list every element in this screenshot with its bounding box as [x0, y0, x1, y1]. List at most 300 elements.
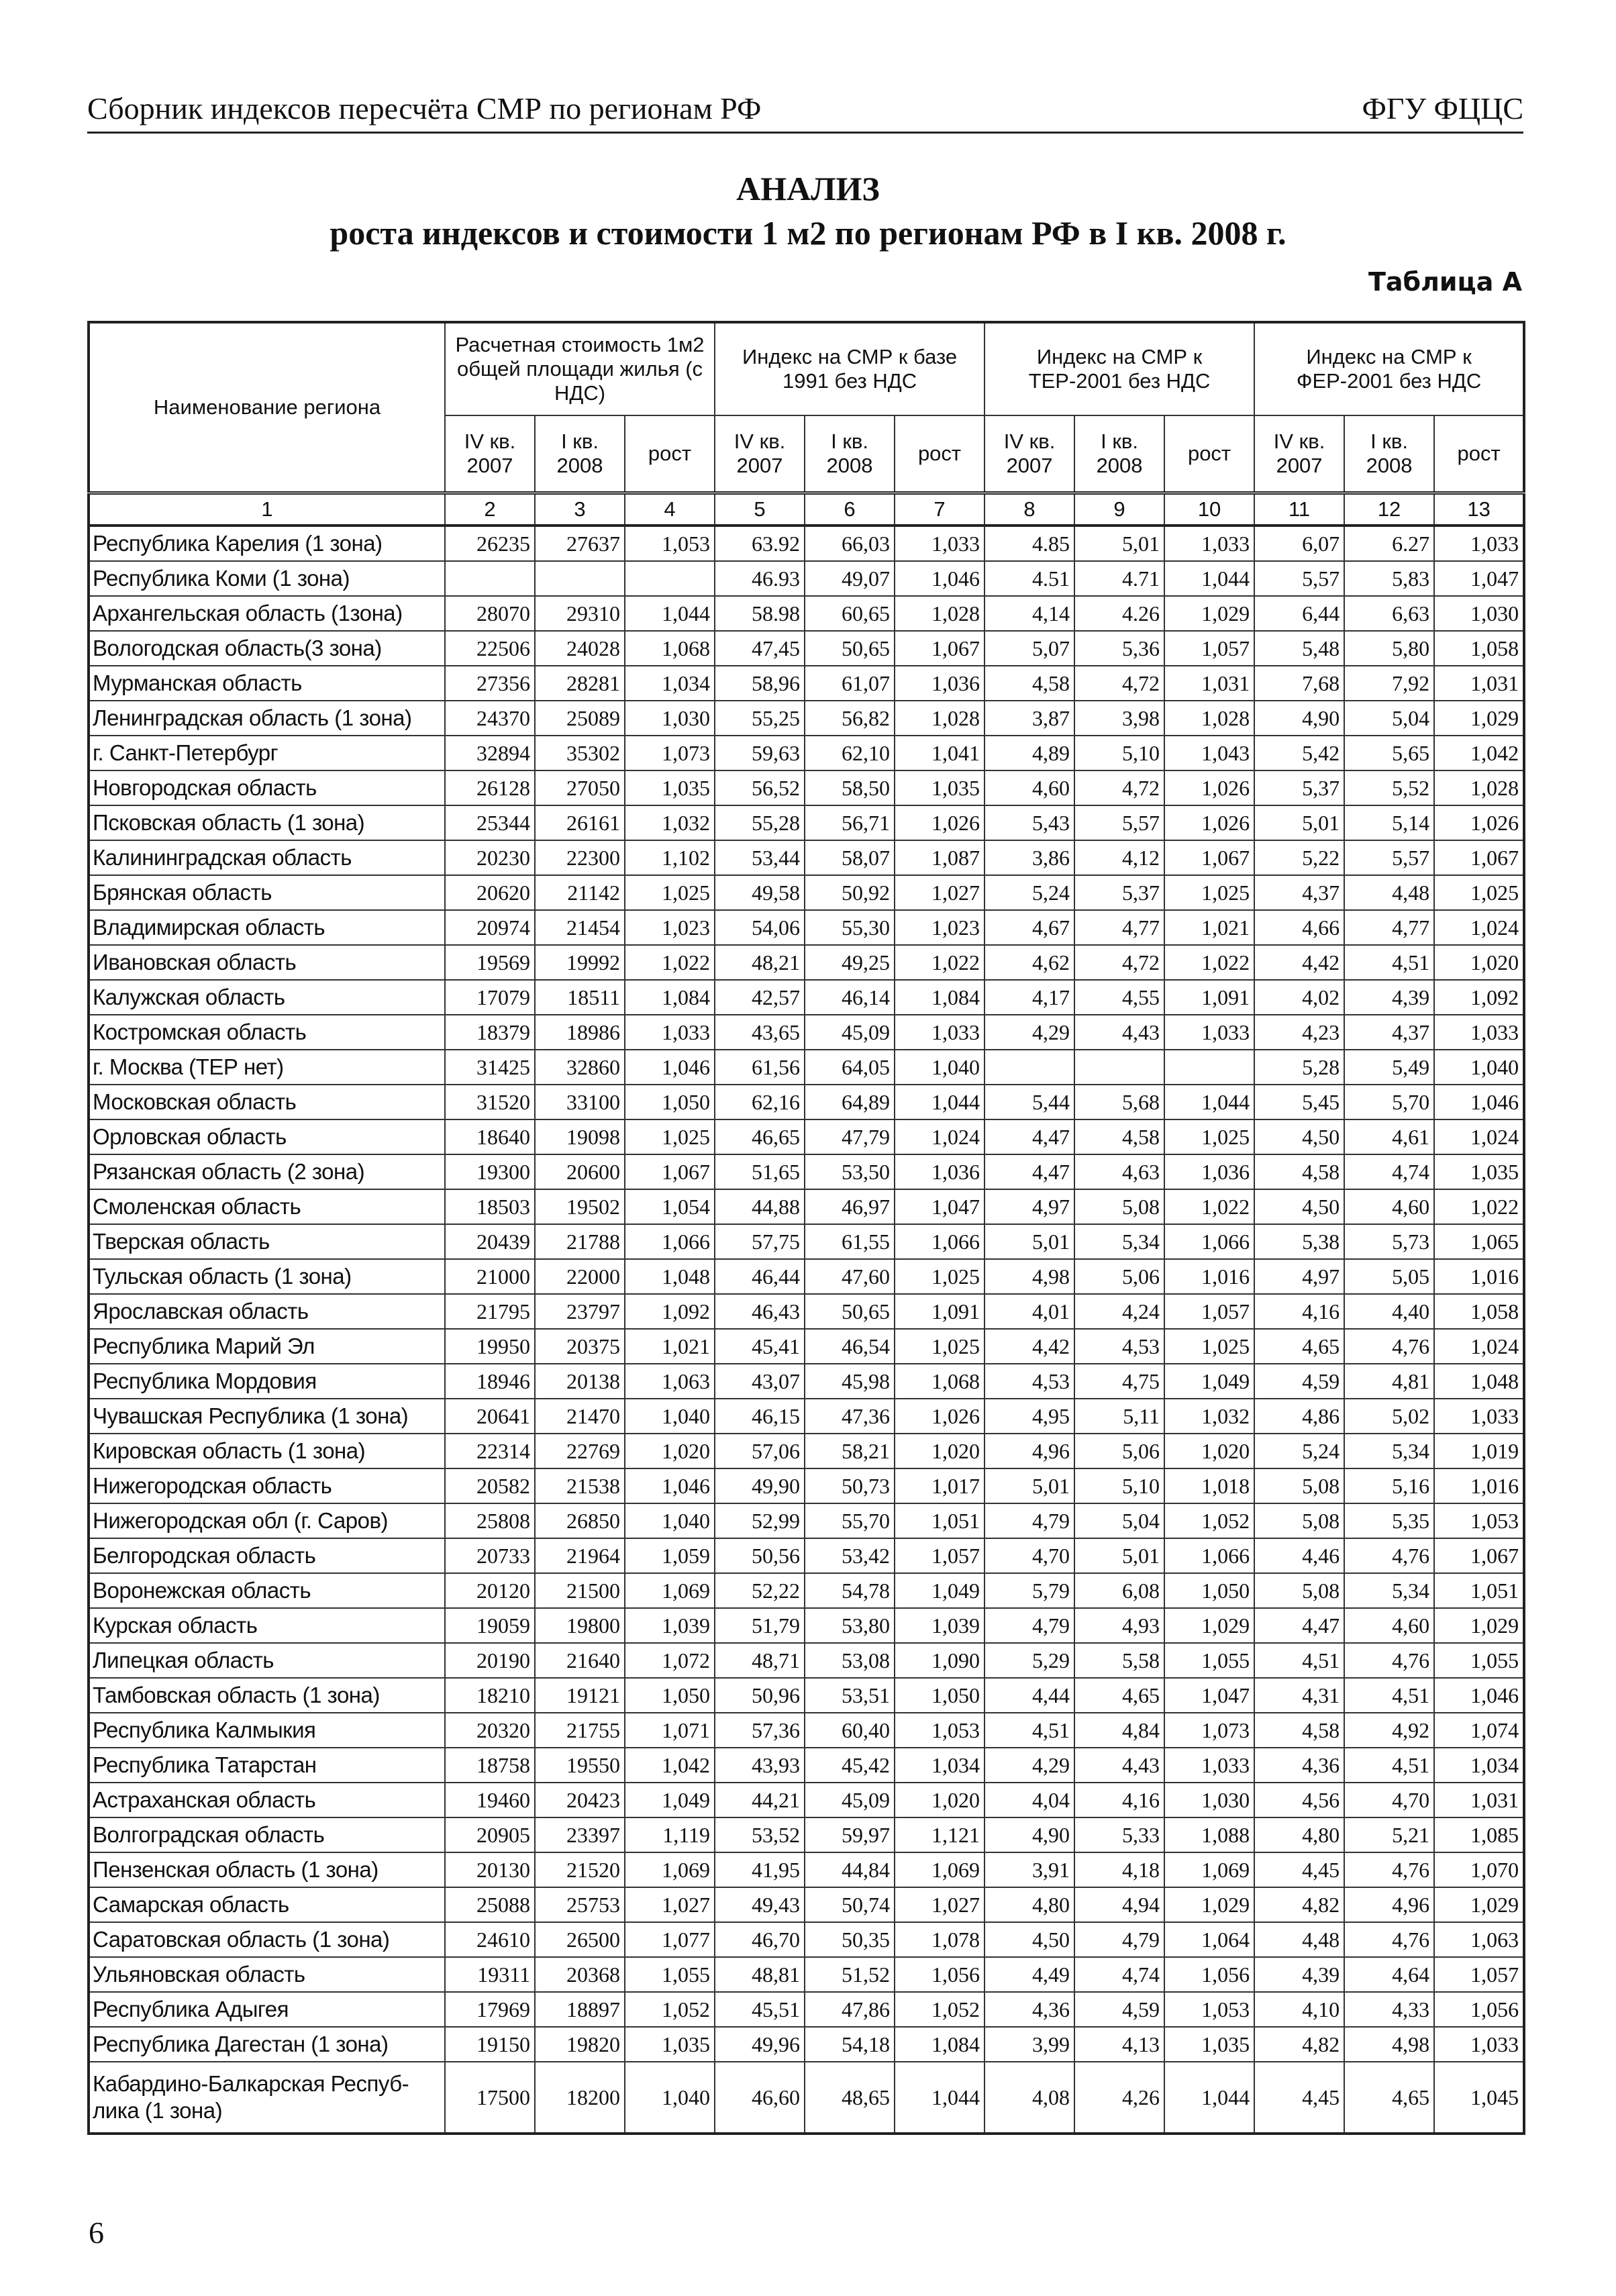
value-cell: 4,02: [1254, 980, 1344, 1015]
value-cell: 5,73: [1344, 1224, 1434, 1259]
region-name-cell: Костромская область: [89, 1015, 445, 1050]
region-name-cell: Тамбовская область (1 зона): [89, 1678, 445, 1713]
column-number: 7: [895, 493, 984, 526]
value-cell: 4,24: [1074, 1294, 1164, 1329]
value-cell: 50,56: [715, 1538, 805, 1573]
value-cell: 1,042: [1434, 736, 1524, 770]
region-name-cell: Республика Мордовия: [89, 1364, 445, 1399]
value-cell: 1,044: [895, 2062, 984, 2134]
value-cell: 25753: [535, 1887, 625, 1922]
value-cell: 51,79: [715, 1608, 805, 1643]
value-cell: 5,37: [1074, 875, 1164, 910]
value-cell: 1,016: [1434, 1468, 1524, 1503]
value-cell: 1,053: [1434, 1503, 1524, 1538]
value-cell: 5,65: [1344, 736, 1434, 770]
value-cell: 21470: [535, 1399, 625, 1434]
value-cell: 60,65: [805, 596, 895, 631]
value-cell: 4,72: [1074, 666, 1164, 701]
value-cell: 1,040: [625, 1399, 715, 1434]
value-cell: 32894: [445, 736, 535, 770]
value-cell: 1,066: [895, 1224, 984, 1259]
value-cell: 1,084: [625, 980, 715, 1015]
value-cell: 4,16: [1074, 1783, 1164, 1817]
value-cell: 28070: [445, 596, 535, 631]
value-cell: 56,71: [805, 805, 895, 840]
value-cell: 4,98: [1344, 2027, 1434, 2062]
value-cell: 4,50: [984, 1922, 1074, 1957]
subheader-prev-quarter: IV кв. 2007: [445, 415, 535, 493]
region-name-cell: Республика Калмыкия: [89, 1713, 445, 1748]
value-cell: 1,049: [895, 1573, 984, 1608]
value-cell: 1,066: [1164, 1224, 1254, 1259]
table-row: [89, 1085, 1524, 1119]
value-cell: 21520: [535, 1852, 625, 1887]
value-cell: 45,09: [805, 1015, 895, 1050]
value-cell: 27356: [445, 666, 535, 701]
value-cell: 1,041: [895, 736, 984, 770]
value-cell: 1,024: [1434, 1119, 1524, 1154]
value-cell: 1,035: [1434, 1154, 1524, 1189]
value-cell: 21142: [535, 875, 625, 910]
value-cell: 21640: [535, 1643, 625, 1678]
subheader-curr-quarter: I кв. 2008: [1344, 415, 1434, 493]
value-cell: 4,51: [984, 1713, 1074, 1748]
value-cell: 25808: [445, 1503, 535, 1538]
value-cell: 18511: [535, 980, 625, 1015]
value-cell: 52,22: [715, 1573, 805, 1608]
region-name-cell: Саратовская область (1 зона): [89, 1922, 445, 1957]
value-cell: 19121: [535, 1678, 625, 1713]
document-title: АНАЛИЗ: [736, 170, 880, 207]
value-cell: 1,102: [625, 840, 715, 875]
value-cell: 49,58: [715, 875, 805, 910]
value-cell: 4,97: [984, 1189, 1074, 1224]
value-cell: 47,79: [805, 1119, 895, 1154]
region-name-cell: Тверская область: [89, 1224, 445, 1259]
region-name-cell: Республика Дагестан (1 зона): [89, 2027, 445, 2062]
table-row: [89, 1713, 1524, 1748]
region-name-cell: Республика Карелия (1 зона): [89, 526, 445, 561]
column-number: 5: [715, 493, 805, 526]
value-cell: 1,031: [1434, 1783, 1524, 1817]
value-cell: 1,050: [895, 1678, 984, 1713]
value-cell: 1,052: [625, 1992, 715, 2027]
value-cell: 5,06: [1074, 1434, 1164, 1468]
table-row: [89, 840, 1524, 875]
table-row: [89, 910, 1524, 945]
value-cell: 5,28: [1254, 1050, 1344, 1085]
value-cell: 5,45: [1254, 1085, 1344, 1119]
value-cell: 1,026: [895, 805, 984, 840]
value-cell: 20320: [445, 1713, 535, 1748]
value-cell: 18758: [445, 1748, 535, 1783]
value-cell: 4,45: [1254, 2062, 1344, 2134]
value-cell: 26500: [535, 1922, 625, 1957]
value-cell: 5,11: [1074, 1399, 1164, 1434]
value-cell: 44,88: [715, 1189, 805, 1224]
value-cell: 4,44: [984, 1678, 1074, 1713]
value-cell: 1,036: [895, 1154, 984, 1189]
value-cell: 49,90: [715, 1468, 805, 1503]
table-row: [89, 1992, 1524, 2027]
value-cell: 4,76: [1344, 1922, 1434, 1957]
value-cell: 46,15: [715, 1399, 805, 1434]
value-cell: 1,022: [1164, 945, 1254, 980]
value-cell: 4,51: [1344, 1678, 1434, 1713]
column-number: 9: [1074, 493, 1164, 526]
value-cell: 5,79: [984, 1573, 1074, 1608]
value-cell: 1,040: [1434, 1050, 1524, 1085]
value-cell: 1,054: [625, 1189, 715, 1224]
table-row: [89, 1643, 1524, 1678]
value-cell: 47,60: [805, 1259, 895, 1294]
value-cell: 4,26: [1074, 2062, 1164, 2134]
value-cell: 1,066: [1164, 1538, 1254, 1573]
table-row: [89, 561, 1524, 596]
value-cell: 4.26: [1074, 596, 1164, 631]
value-cell: 49,96: [715, 2027, 805, 2062]
value-cell: 1,084: [895, 2027, 984, 2062]
value-cell: 48,71: [715, 1643, 805, 1678]
value-cell: 19460: [445, 1783, 535, 1817]
value-cell: 28281: [535, 666, 625, 701]
value-cell: 35302: [535, 736, 625, 770]
value-cell: 1,028: [1434, 770, 1524, 805]
value-cell: 66,03: [805, 526, 895, 561]
table-row: [89, 1015, 1524, 1050]
value-cell: 1,066: [625, 1224, 715, 1259]
value-cell: 4,12: [1074, 840, 1164, 875]
value-cell: 62,10: [805, 736, 895, 770]
value-cell: 1,039: [895, 1608, 984, 1643]
value-cell: 19550: [535, 1748, 625, 1783]
value-cell: [984, 1050, 1074, 1085]
region-name-cell: Калининградская область: [89, 840, 445, 875]
value-cell: 53,44: [715, 840, 805, 875]
value-cell: 27050: [535, 770, 625, 805]
value-cell: 58.98: [715, 596, 805, 631]
value-cell: 29310: [535, 596, 625, 631]
value-cell: 1,067: [895, 631, 984, 666]
value-cell: 5,37: [1254, 770, 1344, 805]
value-cell: 4,55: [1074, 980, 1164, 1015]
value-cell: 44,21: [715, 1783, 805, 1817]
value-cell: 7,68: [1254, 666, 1344, 701]
value-cell: 18986: [535, 1015, 625, 1050]
column-number: 1: [89, 493, 445, 526]
value-cell: 1,036: [1164, 1154, 1254, 1189]
value-cell: 26128: [445, 770, 535, 805]
value-cell: 31520: [445, 1085, 535, 1119]
value-cell: 24028: [535, 631, 625, 666]
subheader-curr-quarter: I кв. 2008: [535, 415, 625, 493]
value-cell: 55,30: [805, 910, 895, 945]
value-cell: 26850: [535, 1503, 625, 1538]
value-cell: 4,14: [984, 596, 1074, 631]
subheader-curr-quarter: I кв. 2008: [1074, 415, 1164, 493]
value-cell: 1,040: [895, 1050, 984, 1085]
value-cell: 1,020: [1164, 1434, 1254, 1468]
value-cell: 1,029: [1164, 1887, 1254, 1922]
value-cell: 1,044: [625, 596, 715, 631]
value-cell: 4.51: [984, 561, 1074, 596]
value-cell: 5,34: [1344, 1434, 1434, 1468]
value-cell: 4,64: [1344, 1957, 1434, 1992]
value-cell: 1,027: [895, 875, 984, 910]
value-cell: 19992: [535, 945, 625, 980]
value-cell: 4,74: [1074, 1957, 1164, 1992]
value-cell: 43,93: [715, 1748, 805, 1783]
value-cell: 1,085: [1434, 1817, 1524, 1852]
value-cell: 4,51: [1344, 945, 1434, 980]
value-cell: 25344: [445, 805, 535, 840]
value-cell: 1,025: [1164, 875, 1254, 910]
value-cell: 4,79: [984, 1503, 1074, 1538]
value-cell: 5,38: [1254, 1224, 1344, 1259]
value-cell: 4,29: [984, 1748, 1074, 1783]
value-cell: 60,40: [805, 1713, 895, 1748]
value-cell: 4,80: [984, 1887, 1074, 1922]
value-cell: 4,61: [1344, 1119, 1434, 1154]
value-cell: 1,030: [1434, 596, 1524, 631]
value-cell: 5,04: [1074, 1503, 1164, 1538]
value-cell: 5,58: [1074, 1643, 1164, 1678]
value-cell: 1,053: [625, 526, 715, 561]
value-cell: 1,023: [625, 910, 715, 945]
value-cell: 17079: [445, 980, 535, 1015]
value-cell: 4,50: [1254, 1119, 1344, 1154]
value-cell: 54,18: [805, 2027, 895, 2062]
value-cell: 4,45: [1254, 1852, 1344, 1887]
value-cell: 1,027: [895, 1887, 984, 1922]
value-cell: 1,034: [895, 1748, 984, 1783]
value-cell: 5,04: [1344, 701, 1434, 736]
value-cell: 4,94: [1074, 1887, 1164, 1922]
value-cell: 1,067: [1434, 1538, 1524, 1573]
value-cell: 1,058: [1434, 631, 1524, 666]
column-number: 12: [1344, 493, 1434, 526]
table-row: [89, 1154, 1524, 1189]
value-cell: 20620: [445, 875, 535, 910]
value-cell: 1,022: [1434, 1189, 1524, 1224]
value-cell: 1,058: [1434, 1294, 1524, 1329]
value-cell: 50,96: [715, 1678, 805, 1713]
value-cell: 32860: [535, 1050, 625, 1085]
value-cell: 3,87: [984, 701, 1074, 736]
value-cell: 5,21: [1344, 1817, 1434, 1852]
value-cell: 1,027: [625, 1887, 715, 1922]
value-cell: 4,60: [1344, 1189, 1434, 1224]
value-cell: 46,97: [805, 1189, 895, 1224]
value-cell: 6.27: [1344, 526, 1434, 561]
value-cell: 7,92: [1344, 666, 1434, 701]
region-name-cell: Ленинградская область (1 зона): [89, 701, 445, 736]
group-header-cost: Расчетная стоимость 1м2 общей площади жилья (с НДС): [445, 322, 715, 415]
value-cell: 54,78: [805, 1573, 895, 1608]
value-cell: 53,50: [805, 1154, 895, 1189]
value-cell: 4,70: [1344, 1783, 1434, 1817]
subheader-prev-quarter: IV кв. 2007: [715, 415, 805, 493]
value-cell: 1,046: [625, 1050, 715, 1085]
region-name-cell: Воронежская область: [89, 1573, 445, 1608]
table-row: [89, 945, 1524, 980]
table-row: [89, 1678, 1524, 1713]
group-header-index-fer: Индекс на СМР к ФЕР-2001 без НДС: [1254, 322, 1524, 415]
value-cell: 1,068: [625, 631, 715, 666]
value-cell: 56,52: [715, 770, 805, 805]
value-cell: 1,028: [895, 596, 984, 631]
value-cell: 1,055: [1434, 1643, 1524, 1678]
value-cell: 4,65: [1254, 1329, 1344, 1364]
value-cell: 19098: [535, 1119, 625, 1154]
table-row: [89, 2027, 1524, 2062]
value-cell: 1,035: [625, 2027, 715, 2062]
column-number: 8: [984, 493, 1074, 526]
value-cell: 1,057: [1434, 1957, 1524, 1992]
page-number: 6: [89, 2215, 104, 2250]
value-cell: 1,046: [1434, 1678, 1524, 1713]
value-cell: 21788: [535, 1224, 625, 1259]
value-cell: 4,18: [1074, 1852, 1164, 1887]
value-cell: 50,65: [805, 1294, 895, 1329]
value-cell: 5,44: [984, 1085, 1074, 1119]
region-name-cell: Новгородская область: [89, 770, 445, 805]
value-cell: 55,25: [715, 701, 805, 736]
value-cell: 20423: [535, 1783, 625, 1817]
value-cell: 4,58: [1254, 1154, 1344, 1189]
regional-index-table: [87, 321, 1525, 2135]
value-cell: 1,045: [1434, 2062, 1524, 2134]
value-cell: 4,76: [1344, 1538, 1434, 1573]
region-name-cell: Ярославская область: [89, 1294, 445, 1329]
value-cell: 20130: [445, 1852, 535, 1887]
value-cell: 6,07: [1254, 526, 1344, 561]
value-cell: 1,051: [895, 1503, 984, 1538]
value-cell: 21500: [535, 1573, 625, 1608]
value-cell: 44,84: [805, 1852, 895, 1887]
region-name-cell: г. Санкт-Петербург: [89, 736, 445, 770]
value-cell: 1,034: [625, 666, 715, 701]
value-cell: 19150: [445, 2027, 535, 2062]
value-cell: 1,016: [1434, 1259, 1524, 1294]
value-cell: 1,031: [1434, 666, 1524, 701]
value-cell: 1,049: [1164, 1364, 1254, 1399]
value-cell: 5,24: [1254, 1434, 1344, 1468]
value-cell: 21755: [535, 1713, 625, 1748]
value-cell: 4,89: [984, 736, 1074, 770]
value-cell: 27637: [535, 526, 625, 561]
value-cell: 1,022: [1164, 1189, 1254, 1224]
value-cell: 5,08: [1254, 1468, 1344, 1503]
value-cell: 4,92: [1344, 1713, 1434, 1748]
value-cell: 1,073: [1164, 1713, 1254, 1748]
value-cell: 5,02: [1344, 1399, 1434, 1434]
value-cell: 1,026: [1164, 770, 1254, 805]
value-cell: 33100: [535, 1085, 625, 1119]
value-cell: 1,020: [895, 1434, 984, 1468]
value-cell: 53,51: [805, 1678, 895, 1713]
region-name-cell: Московская область: [89, 1085, 445, 1119]
value-cell: 1,064: [1164, 1922, 1254, 1957]
value-cell: 50,35: [805, 1922, 895, 1957]
value-cell: 1,028: [1164, 701, 1254, 736]
value-cell: 1,052: [895, 1992, 984, 2027]
value-cell: 1,084: [895, 980, 984, 1015]
value-cell: 1,033: [1434, 1015, 1524, 1050]
value-cell: 1,032: [1164, 1399, 1254, 1434]
value-cell: [535, 561, 625, 596]
region-name-cell: Владимирская область: [89, 910, 445, 945]
value-cell: [1074, 1050, 1164, 1085]
value-cell: 1,033: [1164, 526, 1254, 561]
table-row: [89, 875, 1524, 910]
value-cell: 1,050: [625, 1085, 715, 1119]
value-cell: 3,91: [984, 1852, 1074, 1887]
value-cell: 1,092: [1434, 980, 1524, 1015]
value-cell: 1,030: [1164, 1783, 1254, 1817]
table-row: [89, 1783, 1524, 1817]
value-cell: 3,99: [984, 2027, 1074, 2062]
table-label: Таблица А: [1368, 267, 1522, 297]
value-cell: 1,036: [895, 666, 984, 701]
value-cell: 1,033: [1434, 1399, 1524, 1434]
table-row: [89, 1119, 1524, 1154]
value-cell: 5,14: [1344, 805, 1434, 840]
value-cell: 5,83: [1344, 561, 1434, 596]
value-cell: 1,033: [1434, 2027, 1524, 2062]
table-row: [89, 1817, 1524, 1852]
table-row: [89, 526, 1524, 561]
region-name-cell: Архангельская область (1зона): [89, 596, 445, 631]
value-cell: 1,046: [625, 1468, 715, 1503]
value-cell: 22300: [535, 840, 625, 875]
value-cell: 21000: [445, 1259, 535, 1294]
column-number: 11: [1254, 493, 1344, 526]
value-cell: 46.93: [715, 561, 805, 596]
value-cell: 4,65: [1074, 1678, 1164, 1713]
value-cell: 4,72: [1074, 770, 1164, 805]
value-cell: 4,04: [984, 1783, 1074, 1817]
value-cell: 1,044: [895, 1085, 984, 1119]
value-cell: 5,80: [1344, 631, 1434, 666]
value-cell: 17969: [445, 1992, 535, 2027]
value-cell: 1,023: [895, 910, 984, 945]
value-cell: 1,017: [895, 1468, 984, 1503]
value-cell: 4,82: [1254, 2027, 1344, 2062]
value-cell: 21795: [445, 1294, 535, 1329]
value-cell: 49,43: [715, 1887, 805, 1922]
value-cell: 4,76: [1344, 1329, 1434, 1364]
running-header: [87, 86, 1523, 134]
subheader-prev-quarter: IV кв. 2007: [984, 415, 1074, 493]
value-cell: 4,42: [1254, 945, 1344, 980]
value-cell: 1,067: [1164, 840, 1254, 875]
region-name-cell: Нижегородская область: [89, 1468, 445, 1503]
value-cell: 18897: [535, 1992, 625, 2027]
value-cell: 64,05: [805, 1050, 895, 1085]
value-cell: 19502: [535, 1189, 625, 1224]
region-name-cell: Липецкая область: [89, 1643, 445, 1678]
value-cell: 5,01: [1254, 805, 1344, 840]
table-row: [89, 666, 1524, 701]
value-cell: 1,032: [625, 805, 715, 840]
value-cell: 1,055: [1164, 1643, 1254, 1678]
value-cell: 1,029: [1164, 596, 1254, 631]
column-number: 4: [625, 493, 715, 526]
region-name-cell: Курская область: [89, 1608, 445, 1643]
value-cell: 1,029: [1434, 1608, 1524, 1643]
value-cell: 61,55: [805, 1224, 895, 1259]
